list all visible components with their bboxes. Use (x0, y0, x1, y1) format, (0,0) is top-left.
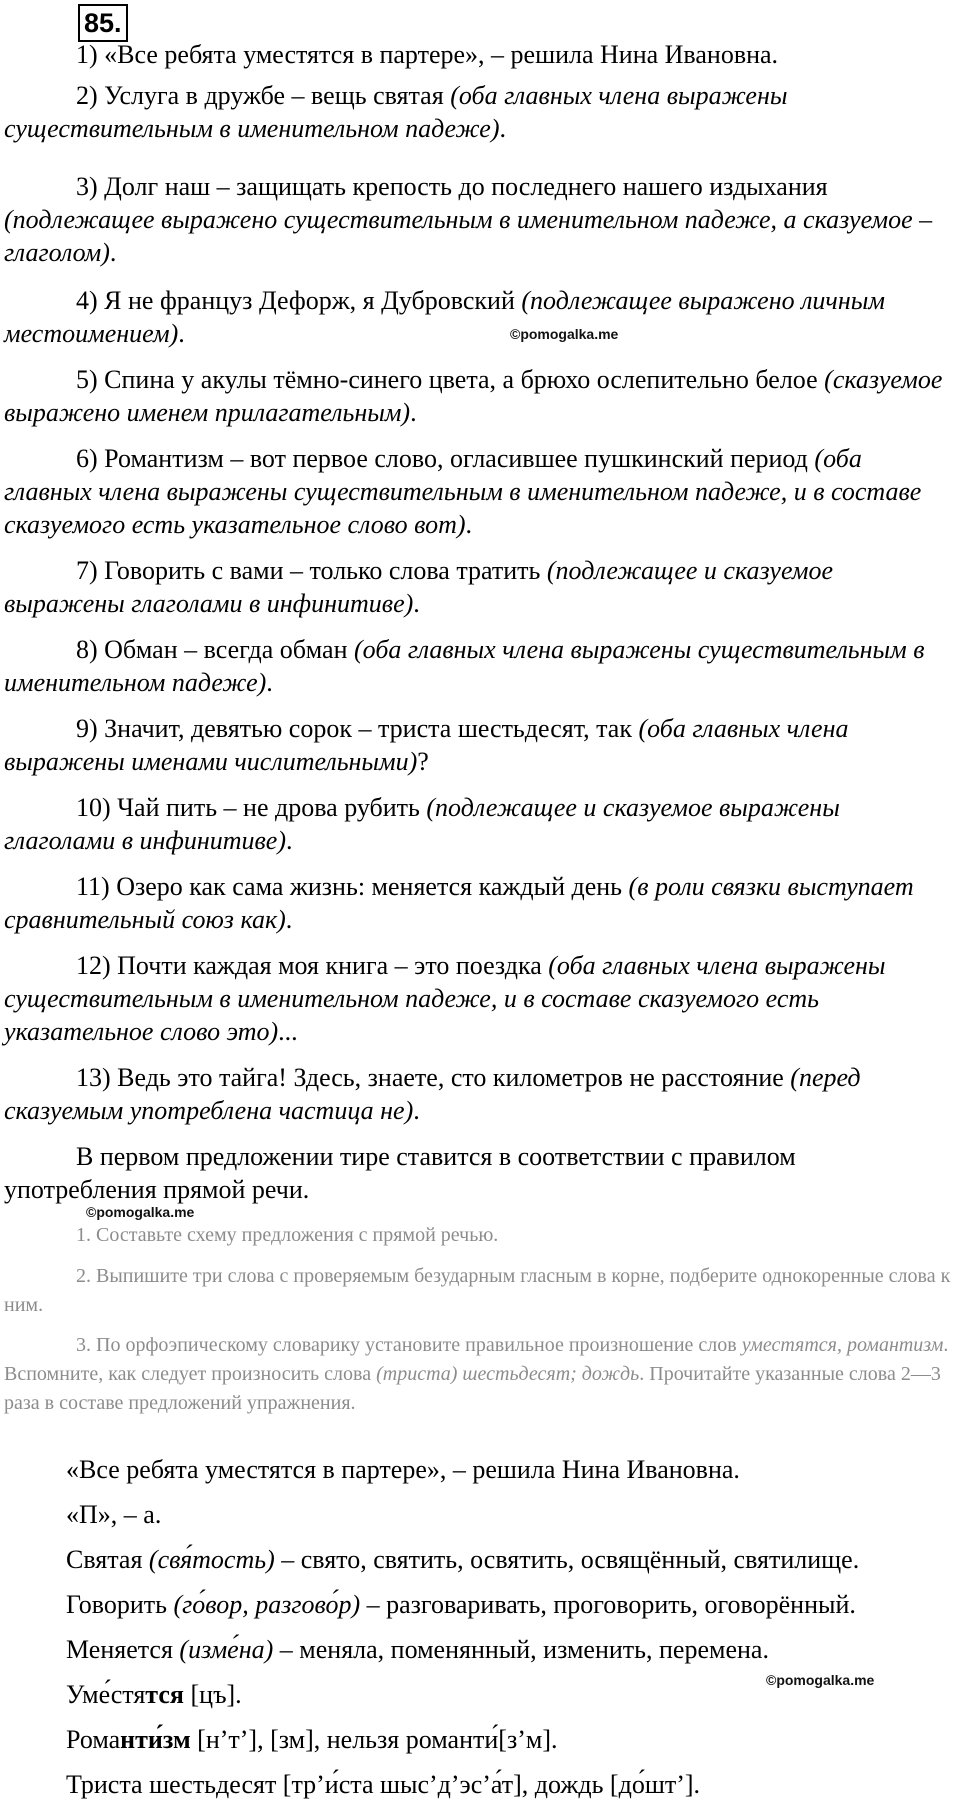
answer-2: «П», – а. (66, 1500, 162, 1529)
sentence-12: 12) Почти каждая моя книга – это поездка (оба главных члена выражены существительным в именительном падеже, и в составе сказуемого есть указательное слово это)... (4, 951, 886, 1046)
answer-4: Говорить (го́вор, разгово́р) – разговаривать, проговорить, оговорённый. (66, 1590, 856, 1619)
sentence-13: 13) Ведь это тайга! Здесь, знаете, сто километров не расстояние (перед сказуемым употреблена частица не). (4, 1063, 861, 1125)
sentence-7: 7) Говорить с вами – только слова тратить (подлежащее и сказуемое выражены глаголами в инфинитиве). (4, 556, 834, 618)
exercise-number: 85. (78, 4, 128, 42)
answer-3: Святая (святость) – свято, святить, освятить, освящённый, святилище. (66, 1545, 860, 1574)
task-1: 1. Составьте схему предложения с прямой речью. (76, 1224, 499, 1246)
answer-5: Меняется (измена) – меняла, поменянный, изменить, перемена. (66, 1635, 769, 1664)
conclusion: В первом предложении тире ставится в соответствии с правилом употребления прямой речи. (4, 1142, 796, 1204)
task-3: 3. По орфоэпическому словарику установите правильное произношение слов уместятся, романтизм. Вспомните, как следует произносить слова (триста) шестьдесят; дождь. Прочитайте указанные слова 2—3 раза в составе предложений упражнения. (4, 1334, 949, 1414)
watermark: ©pomogalka.me (766, 1672, 875, 1688)
watermark: ©pomogalka.me (86, 1204, 195, 1220)
sentence-1: 1) «Все ребята уместятся в партере», – решила Нина Ивановна. (76, 40, 779, 69)
answer-8: Триста шестьдесят [тр’и́ста шыс’д’эс’а́т], дождь [до́шт’]. (66, 1770, 701, 1799)
sentence-2: 2) Услуга в дружбе – вещь святая (оба главных члена выражены существительным в именительном падеже). (4, 81, 788, 143)
answer-6: Уме́стятся [цъ]. (66, 1680, 242, 1709)
sentence-3: 3) Долг наш – защищать крепость до последнего нашего издыхания (подлежащее выражено существительным в именительном падеже, а сказуемое – глаголом). (4, 172, 933, 267)
sentence-11: 11) Озеро как сама жизнь: меняется каждый день (в роли связки выступает сравнительный союз как). (4, 872, 914, 934)
watermark: ©pomogalka.me (510, 326, 619, 342)
sentence-10: 10) Чай пить – не дрова рубить (подлежащее и сказуемое выражены глаголами в инфинитиве). (4, 793, 840, 855)
task-2: 2. Выпишите три слова с проверяемым безударным гласным в корне, подберите однокоренные слова к ним. (4, 1265, 951, 1316)
sentence-4: 4) Я не француз Дефорж, я Дубровский (подлежащее выражено личным местоимением). (4, 286, 885, 348)
sentence-8: 8) Обман – всегда обман (оба главных члена выражены существительным в именительном падеже). (4, 635, 925, 697)
sentence-9: 9) Значит, девятью сорок – триста шестьдесят, так (оба главных члена выражены именами числительными)? (4, 714, 849, 776)
sentence-5: 5) Спина у акулы тёмно-синего цвета, а брюхо ослепительно белое (сказуемое выражено именем прилагательным). (4, 365, 943, 427)
answer-1: «Все ребята уместятся в партере», – решила Нина Ивановна. (66, 1455, 740, 1484)
sentence-6: 6) Романтизм – вот первое слово, огласившее пушкинский период (оба главных члена выражены существительным в именительном падеже, и в составе сказуемого есть указательное слово вот). (4, 444, 922, 539)
answer-7: Романти́зм [н’т’], [зм], нельзя романти́[з’м]. (66, 1725, 558, 1754)
